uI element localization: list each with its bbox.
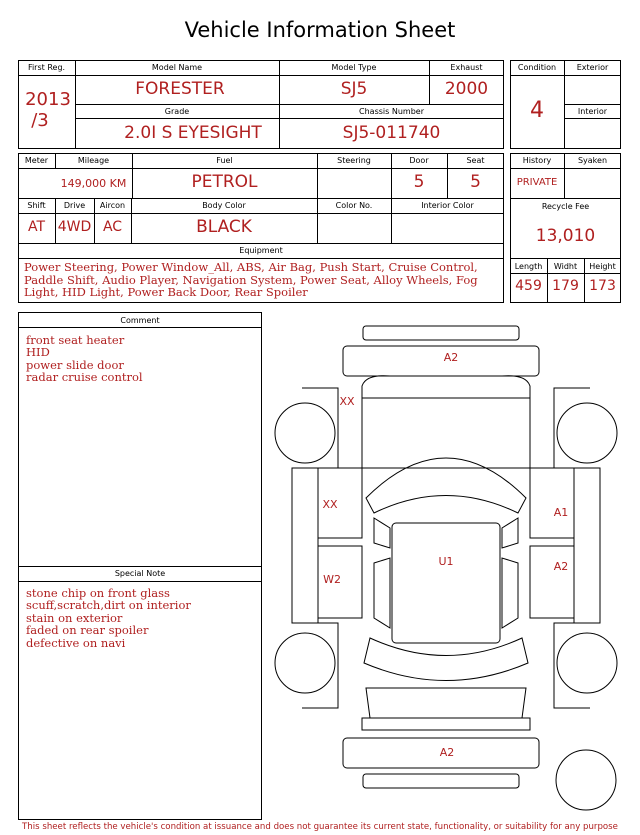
- chassis-number-label: Chassis Number: [359, 107, 424, 116]
- special-note-item: scuff,scratch,dirt on interior: [26, 598, 191, 613]
- equipment-text: Power Steering, Power Window_All, ABS, Air Bag, Push Start, Cruise Control, Paddle Shift, Audio Player, Navigation System, Power Seat, Alloy Wheels, Fog Light, HID Light, Power Back Door, Rear Spoiler: [24, 260, 478, 300]
- exhaust-value: 2000: [444, 79, 489, 99]
- mileage-value: 149,000 KM: [60, 177, 127, 190]
- width-value: 179: [552, 278, 579, 294]
- comment-item: power slide door: [26, 357, 124, 372]
- special-note-item: defective on navi: [26, 635, 126, 650]
- damage-rear: A2: [439, 746, 455, 759]
- syaken-label: Syaken: [577, 156, 608, 165]
- comment-item: HID: [26, 345, 50, 360]
- damage-left-front-door: XX: [322, 498, 338, 511]
- special-note-list: [26, 587, 256, 649]
- door-label: Door: [409, 156, 429, 165]
- door-value: 5: [413, 172, 425, 192]
- condition-label: Condition: [517, 63, 557, 72]
- grade-value: 2.0I S EYESIGHT: [124, 123, 262, 143]
- recycle-fee-label: Recycle Fee: [541, 202, 590, 211]
- seat-label: Seat: [466, 156, 485, 165]
- seat-value: 5: [470, 172, 481, 192]
- aircon-label: Aircon: [99, 201, 126, 210]
- length-value: 459: [515, 278, 542, 294]
- comment-label: Comment: [120, 316, 160, 325]
- condition-value: 4: [530, 98, 544, 123]
- special-note-item: stone chip on front glass: [26, 586, 170, 600]
- length-label: Length: [514, 262, 543, 271]
- color-no-label: Color No.: [335, 201, 373, 210]
- damage-roof: U1: [438, 555, 454, 568]
- height-label: Height: [589, 262, 616, 271]
- damage-left-rear-door: W2: [323, 573, 341, 586]
- recycle-fee-value: 13,010: [535, 226, 596, 246]
- drive-value: 4WD: [57, 219, 92, 235]
- fuel-value: PETROL: [191, 172, 258, 192]
- shift-label: Shift: [27, 201, 46, 210]
- body-color-label: Body Color: [202, 201, 246, 210]
- exterior-label: Exterior: [576, 63, 609, 72]
- height-value: 173: [589, 278, 616, 294]
- damage-front: A2: [443, 351, 459, 364]
- history-value: PRIVATE: [516, 177, 558, 188]
- body-color-value: BLACK: [196, 217, 252, 237]
- damage-right-rear-door: A2: [553, 560, 569, 573]
- grade-label: Grade: [164, 107, 190, 116]
- shift-value: AT: [27, 219, 46, 235]
- model-name-value: FORESTER: [135, 79, 225, 99]
- special-note-item: stain on exterior: [26, 610, 123, 625]
- special-note-item: faded on rear spoiler: [26, 623, 149, 638]
- model-name-label: Model Name: [151, 63, 203, 72]
- steering-label: Steering: [337, 156, 371, 165]
- model-type-value: SJ5: [340, 79, 368, 99]
- damage-left-front-fender: XX: [339, 395, 355, 408]
- chassis-number-value: SJ5-011740: [342, 123, 441, 143]
- first-reg-year: 2013: [25, 89, 71, 110]
- fuel-label: Fuel: [216, 156, 233, 165]
- disclaimer-footer: This sheet reflects the vehicle's condition at issuance and does not guarantee its current state, functionality, or suitability for any purpose: [22, 822, 618, 832]
- meter-label: Meter: [24, 156, 49, 165]
- first-reg-month: /3: [31, 110, 49, 131]
- drive-label: Drive: [63, 201, 86, 210]
- damage-right-front-door: A1: [553, 506, 569, 519]
- equipment-label: Equipment: [239, 246, 283, 255]
- interior-label: Interior: [577, 107, 608, 116]
- comment-item: front seat heater: [26, 333, 125, 347]
- sheet-title: Vehicle Information Sheet: [184, 18, 456, 42]
- comment-item: radar cruise control: [26, 370, 143, 385]
- interior-color-label: Interior Color: [421, 201, 474, 210]
- comment-list: [26, 334, 256, 384]
- special-note-label: Special Note: [114, 569, 166, 578]
- exhaust-label: Exhaust: [450, 63, 483, 72]
- first-reg-label: First Reg.: [27, 63, 66, 72]
- history-label: History: [522, 156, 552, 165]
- width-label: Widht: [553, 262, 578, 271]
- model-type-label: Model Type: [331, 63, 377, 72]
- mileage-label: Mileage: [77, 156, 110, 165]
- aircon-value: AC: [102, 219, 123, 235]
